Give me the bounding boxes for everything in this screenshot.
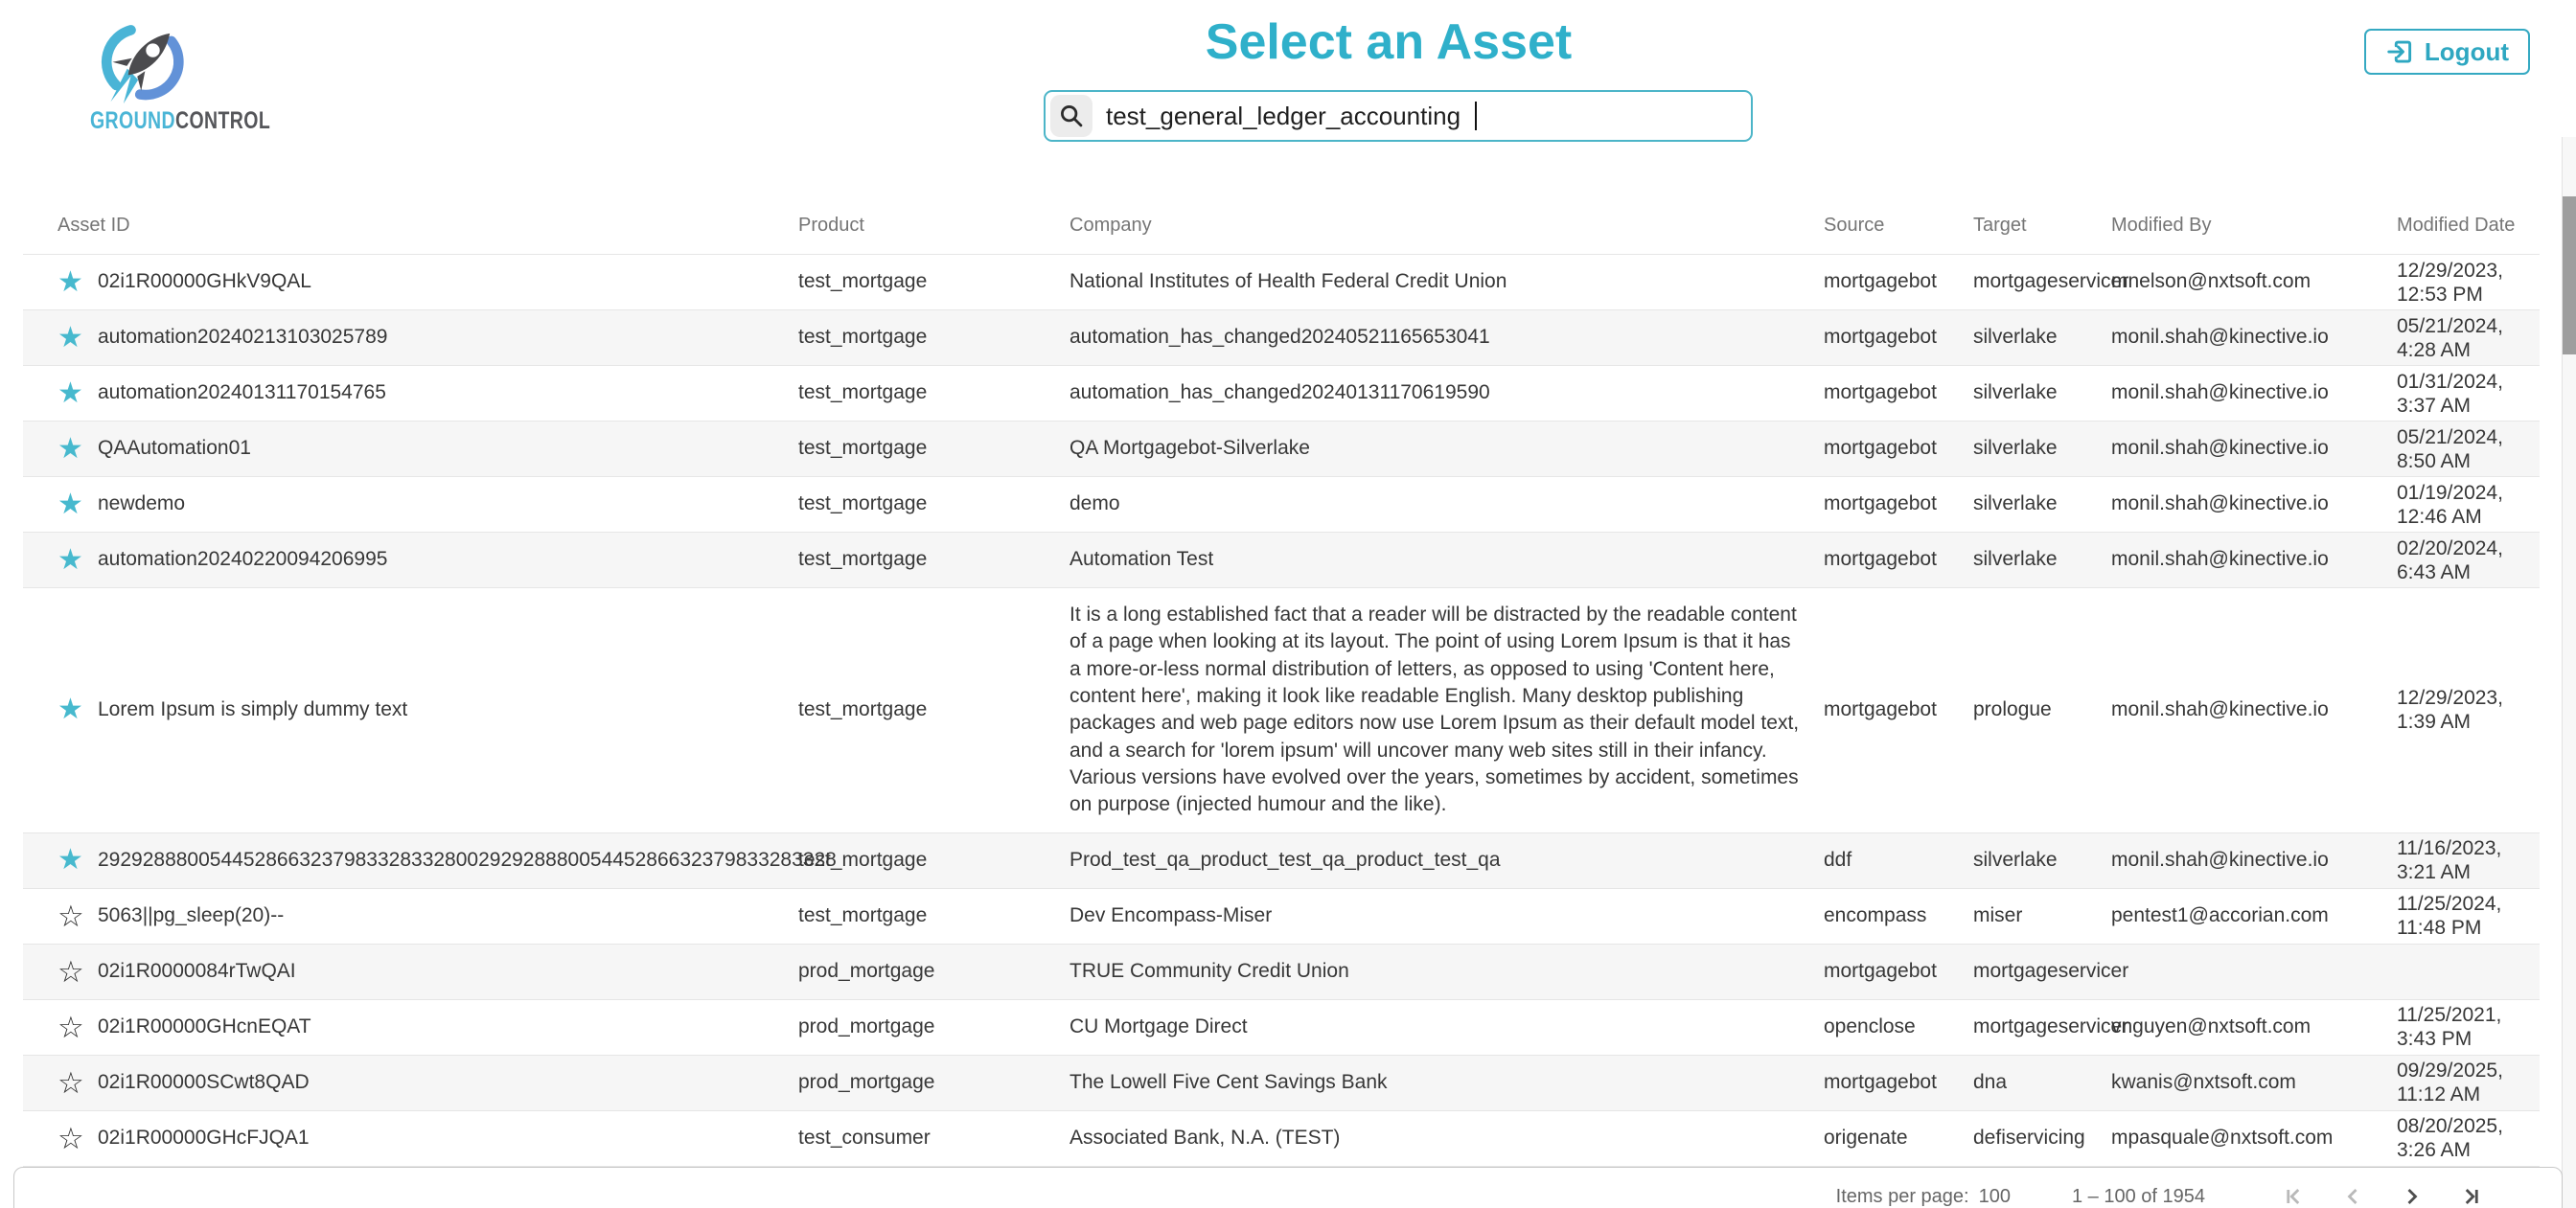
star-filled-icon[interactable]: ★ [58,265,83,298]
cell-target: miser [1973,904,2023,927]
cell-modified-date: 02/20/2024, 6:43 AM [2397,536,2503,583]
cell-modified-date: 11/16/2023, 3:21 AM [2397,837,2502,884]
cell-asset-id [23,1121,798,1155]
asset-id-text: 292928880054452866323798332833280029292888005445286632379833283328 [98,849,837,872]
table-row[interactable] [23,888,2540,944]
cell-modified-date: 08/20/2025, 3:26 AM [2397,1115,2503,1162]
cell-company: automation_has_changed20240521165653041 [1070,326,1490,349]
table-row[interactable] [23,309,2540,365]
table-row[interactable] [23,254,2540,309]
cell-asset-id [23,901,798,931]
cell-modified-date: 12/29/2023, 12:53 PM [2397,259,2503,306]
star-filled-icon[interactable]: ★ [58,694,83,726]
previous-page-button[interactable] [2335,1179,2370,1208]
cell-product: test_mortgage [798,492,928,515]
asset-id-text: 02i1R00000GHkV9QAL [98,270,311,293]
cell-company: Automation Test [1070,548,1214,571]
search-icon[interactable] [1050,95,1092,137]
star-outline-icon[interactable]: ☆ [58,954,84,989]
cell-source: mortgagebot [1824,437,1937,460]
cell-modified-date: 05/21/2024, 8:50 AM [2397,425,2503,472]
cell-source: origenate [1824,1127,1908,1150]
column-header-asset-id[interactable]: Asset ID [58,214,130,236]
cell-company: It is a long established fact that a reader will be distracted by the readable content of a page when looking at its layout. The point of using Lorem Ipsum is that it has a more-or-less normal distribution of letters, as opposed to using 'Content here, content here', making it look like readable English. Many desktop publishing packages and web page editors now use Lorem Ipsum as their default model text, and a search for 'lorem ipsum' will uncover many web sites still in their infancy. Various versions have evolved over the years, sometimes by accident, sometimes on purpose (injected humour and the like). [1070,604,1800,816]
asset-id-text: 02i1R00000SCwt8QAD [98,1071,310,1094]
cell-modified-by: kwanis@nxtsoft.com [2111,1071,2296,1094]
cell-target: mortgageservicer [1973,270,2129,293]
cell-modified-by: monil.shah@kinective.io [2111,381,2329,404]
asset-id-text: automation20240131170154765 [98,381,386,404]
cell-company: automation_has_changed20240131170619590 [1070,381,1490,404]
cell-modified-date: 11/25/2024, 11:48 PM [2397,893,2502,940]
star-filled-icon[interactable]: ★ [58,321,83,353]
cell-target: silverlake [1973,326,2058,349]
cell-asset-id [23,682,798,738]
star-filled-icon[interactable]: ★ [58,376,83,409]
next-page-icon [2399,1183,2426,1208]
cell-product: test_mortgage [798,904,928,927]
cell-asset-id [23,432,798,465]
column-header-modified-date[interactable]: Modified Date [2397,214,2516,236]
cell-target: dna [1973,1071,2008,1094]
cell-modified-date: 12/29/2023, 1:39 AM [2397,687,2503,734]
cell-target: silverlake [1973,492,2058,515]
cell-modified-by: vnguyen@nxtsoft.com [2111,1015,2312,1038]
logo-text-control: CONTROL [175,107,271,134]
cell-product: prod_mortgage [798,960,935,983]
table-row[interactable] [23,1110,2540,1166]
items-per-page-label: Items per page: [1835,1185,1969,1207]
column-header-source[interactable]: Source [1824,214,1885,236]
paginator-bar [13,1167,2563,1208]
cell-target: mortgageservicer [1973,960,2129,983]
cell-asset-id [23,844,837,877]
table-row[interactable] [23,421,2540,476]
cell-company: Associated Bank, N.A. (TEST) [1070,1127,1341,1150]
table-body [23,254,2540,1167]
scrollbar-thumb[interactable] [2563,196,2576,354]
logout-button[interactable] [2364,29,2530,75]
asset-id-text: QAAutomation01 [98,437,251,460]
last-page-icon [2458,1183,2485,1208]
table-row[interactable] [23,944,2540,999]
logout-icon [2385,37,2414,66]
cell-target: silverlake [1973,849,2058,872]
cell-source: mortgagebot [1824,960,1937,983]
star-filled-icon[interactable]: ★ [58,432,83,465]
asset-table [23,196,2540,1167]
last-page-button[interactable] [2454,1179,2489,1208]
cell-company: National Institutes of Health Federal Credit Union [1070,270,1507,293]
logo-wordmark [90,107,271,135]
table-row[interactable] [23,587,2540,832]
cell-modified-by: pentest1@accorian.com [2111,904,2329,927]
cell-source: mortgagebot [1824,548,1937,571]
page-title: Select an Asset [1205,14,1573,70]
column-header-target[interactable]: Target [1973,214,2027,236]
search-input[interactable] [1044,90,1753,142]
cell-modified-date: 11/25/2021, 3:43 PM [2397,1004,2502,1051]
column-header-company[interactable]: Company [1070,214,1152,236]
cell-company: demo [1070,492,1120,515]
star-filled-icon[interactable]: ★ [58,543,83,576]
asset-id-text: automation20240220094206995 [98,548,388,571]
cell-modified-by: monil.shah@kinective.io [2111,698,2329,721]
table-row[interactable] [23,832,2540,888]
asset-id-text: automation20240213103025789 [98,326,388,349]
groundcontrol-logo [90,15,271,135]
logo-text-ground: GROUND [90,107,176,134]
cell-source: mortgagebot [1824,270,1937,293]
cell-target: silverlake [1973,548,2058,571]
table-row[interactable] [23,365,2540,421]
paginator-nav [2251,1179,2489,1208]
cell-source: mortgagebot [1824,326,1937,349]
asset-id-text: Lorem Ipsum is simply dummy text [98,698,408,721]
cell-target: silverlake [1973,437,2058,460]
page-range-label: 1 – 100 of 1954 [2071,1185,2205,1207]
cell-modified-date: 01/19/2024, 12:46 AM [2397,481,2503,528]
items-per-page-value[interactable]: 100 [1978,1185,2011,1207]
table-row[interactable] [23,476,2540,532]
cell-product: test_mortgage [798,326,928,349]
previous-page-icon [2339,1183,2366,1208]
cell-company: QA Mortgagebot-Silverlake [1070,437,1310,460]
cell-source: mortgagebot [1824,492,1937,515]
cell-target: mortgageservicer [1973,1015,2129,1038]
table-row[interactable] [23,1055,2540,1110]
cell-modified-by: monil.shah@kinective.io [2111,437,2329,460]
cell-source: openclose [1824,1015,1916,1038]
first-page-icon [2280,1183,2307,1208]
table-row[interactable] [23,999,2540,1055]
search-input-value[interactable]: test_general_ledger_accounting [1106,101,1461,130]
cell-asset-id [23,265,798,298]
cell-company: Dev Encompass-Miser [1070,904,1273,927]
cell-source: mortgagebot [1824,381,1937,404]
cell-modified-by: mpasquale@nxtsoft.com [2111,1127,2334,1150]
star-outline-icon[interactable]: ☆ [58,1010,84,1044]
asset-id-text: 02i1R0000084rTwQAI [98,960,296,983]
cell-company: The Lowell Five Cent Savings Bank [1070,1071,1388,1094]
column-header-modified-by[interactable]: Modified By [2111,214,2212,236]
table-row[interactable] [23,532,2540,587]
rocket-logo-icon [90,15,215,107]
asset-id-text: 02i1R00000GHcFJQA1 [98,1127,310,1150]
cell-asset-id [23,490,798,519]
cell-modified-by: monil.shah@kinective.io [2111,548,2329,571]
cell-asset-id [23,376,798,409]
asset-id-text: 02i1R00000GHcnEQAT [98,1015,311,1038]
cell-product: test_mortgage [798,381,928,404]
cell-modified-date: 09/29/2025, 11:12 AM [2397,1060,2503,1106]
cell-company: CU Mortgage Direct [1070,1015,1248,1038]
cell-asset-id [23,1010,798,1044]
cell-product: test_mortgage [798,849,928,872]
cell-company: TRUE Community Credit Union [1070,960,1349,983]
cell-source: mortgagebot [1824,1071,1937,1094]
first-page-button[interactable] [2276,1179,2311,1208]
cell-source: encompass [1824,904,1927,927]
asset-id-text: 5063||pg_sleep(20)-- [98,904,285,927]
cell-modified-date: 01/31/2024, 3:37 AM [2397,370,2503,417]
cell-product: test_mortgage [798,270,928,293]
logout-button-label: Logout [2424,36,2509,66]
asset-id-text: newdemo [98,492,186,515]
cell-asset-id [23,1065,798,1100]
cell-source: mortgagebot [1824,698,1937,721]
next-page-button[interactable] [2395,1179,2429,1208]
cell-asset-id [23,543,798,576]
cell-product: prod_mortgage [798,1015,935,1038]
cell-asset-id [23,954,798,989]
cell-modified-by: mnelson@nxtsoft.com [2111,270,2312,293]
cell-product: test_mortgage [798,548,928,571]
text-caret [1475,102,1477,130]
cell-target: silverlake [1973,381,2058,404]
cell-target: prologue [1973,698,2052,721]
cell-asset-id [23,321,798,353]
cell-product: test_consumer [798,1127,931,1150]
cell-modified-by: monil.shah@kinective.io [2111,326,2329,349]
cell-product: test_mortgage [798,698,928,721]
table-header [23,196,2540,254]
column-header-product[interactable]: Product [798,214,864,236]
star-outline-icon[interactable]: ☆ [58,899,84,933]
vertical-scrollbar[interactable] [2562,137,2576,1208]
cell-source: ddf [1824,849,1852,872]
cell-product: test_mortgage [798,437,928,460]
cell-modified-by: monil.shah@kinective.io [2111,849,2329,872]
cell-modified-date: 05/21/2024, 4:28 AM [2397,314,2503,361]
cell-product: prod_mortgage [798,1071,935,1094]
cell-target: defiservicing [1973,1127,2085,1150]
cell-company: Prod_test_qa_product_test_qa_product_test_qa [1070,849,1501,872]
cell-modified-by: monil.shah@kinective.io [2111,492,2329,515]
star-filled-icon[interactable]: ★ [58,844,83,877]
star-outline-icon[interactable]: ☆ [58,1121,84,1155]
star-filled-icon[interactable]: ★ [58,488,83,520]
star-outline-icon[interactable]: ☆ [58,1065,84,1100]
